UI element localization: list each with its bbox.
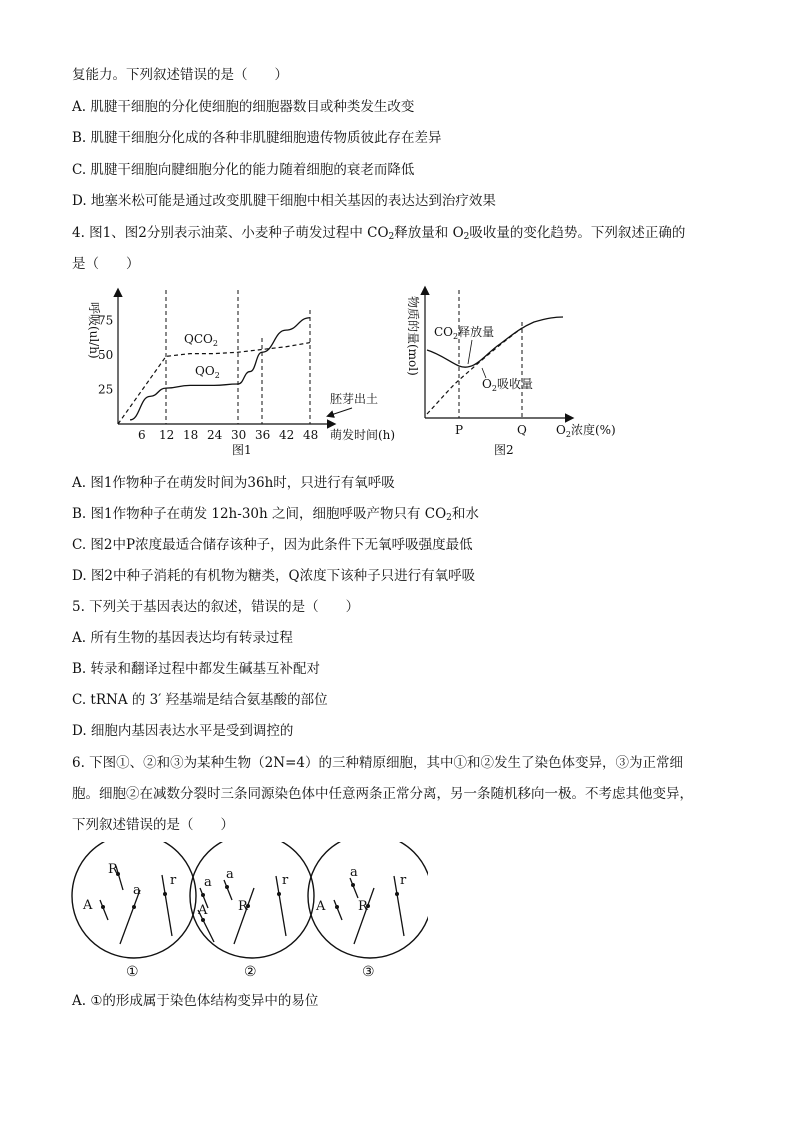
- fig1-x-tick-label: 48: [303, 428, 319, 442]
- q6-stem-line2: 胞。细胞②在减数分裂时三条同源染色体中任意两条正常分离，另一条随机移向一极。不考虑其他变异，: [72, 786, 693, 802]
- figure-1-svg: [72, 282, 412, 460]
- fig1-y-tick-label: 75: [98, 313, 114, 328]
- q4-stem-line1: 4. 图1、图2分别表示油菜、小麦种子萌发过程中 $CO_2$释放量和 $O_2$吸收量的变化趋势。下列叙述正确的: [72, 225, 686, 242]
- q5-option-b: B. 转录和翻译过程中都发生碱基互补配对: [72, 661, 321, 677]
- fig2-label-co2-pointer: [468, 340, 472, 364]
- series-qco2-line: [118, 343, 310, 424]
- q5-stem: 5. 下列关于基因表达的叙述，错误的是（ ）: [72, 599, 360, 615]
- fig1-x-tick-label: 36: [255, 428, 271, 442]
- fig1-y-tick-label: 50: [98, 348, 114, 362]
- cells-figure: [68, 842, 428, 990]
- q4-option-b: B. 图1作物种子在萌发 12h-30h 之间，细胞呼吸产物只有 $CO_2$和水: [72, 506, 479, 523]
- cell-2-label-r-upper: R: [238, 899, 248, 914]
- q6-option-a: A. ①的形成属于染色体结构变异中的易位: [72, 993, 319, 1009]
- q6-stem-line1: 6. 下图①、②和③为某种生物（2N=4）的三种精原细胞，其中①和②发生了染色体变异，③为正常细: [72, 755, 683, 771]
- q3-option-a: A. 肌腱干细胞的分化使细胞的细胞器数目或种类发生改变: [72, 99, 415, 115]
- fig1-annotation: 胚芽出土: [330, 392, 379, 406]
- cell-3-label-a-upper: A: [316, 899, 326, 914]
- cell-2-number: ②: [244, 964, 257, 980]
- series-qo2-line: [130, 318, 310, 420]
- cell-1: [72, 842, 196, 980]
- fig1-y-tick-label: 25: [98, 382, 114, 397]
- fig2-ylabel: 物质的量(mol): [406, 296, 420, 376]
- fig1-caption: 图1: [232, 443, 252, 457]
- fig1-y-ticks: [98, 314, 113, 397]
- q5-option-c: C. tRNA 的 3′ 羟基端是结合氨基酸的部位: [72, 692, 328, 708]
- fig1-x-tick-label: 30: [231, 428, 247, 442]
- cell-2-label-a1: a: [204, 875, 212, 890]
- fig1-x-tick-label: 6: [138, 428, 146, 442]
- fig1-ylabel: 呼吸(ul/h): [87, 302, 101, 359]
- q3-option-d: D. 地塞米松可能是通过改变肌腱干细胞中相关基因的表达达到治疗效果: [72, 193, 496, 209]
- fig2-x-tick-p: P: [455, 423, 464, 437]
- fig1-label-qo2: $QO_2$: [195, 364, 220, 380]
- cell-3-number: ③: [362, 964, 375, 980]
- fig1-annotation-arrow: [328, 408, 352, 416]
- figure-2: [400, 282, 630, 464]
- fig1-x-tick-label: 42: [279, 428, 295, 442]
- fig2-xlabel: $O_2$浓度(%): [556, 423, 616, 439]
- q4-option-d: D. 图2中种子消耗的有机物为糖类，Q浓度下该种子只进行有氧呼吸: [72, 568, 476, 584]
- cell-1-label-r-lower: r: [170, 873, 177, 888]
- cell-2-label-a-upper: A: [198, 903, 208, 918]
- series-o2-uptake-line: [427, 328, 522, 414]
- fig2-label-co2: $CO_2$释放量: [434, 325, 495, 341]
- q3-option-b: B. 肌腱干细胞分化成的各种非肌腱细胞遗传物质彼此存在差异: [72, 130, 442, 146]
- cell-1-label-a-lower: a: [133, 883, 141, 898]
- fig1-x-tick-label: 24: [207, 428, 223, 442]
- q5-option-d: D. 细胞内基因表达水平是受到调控的: [72, 723, 294, 739]
- cell-2-label-r-lower: r: [282, 873, 289, 888]
- fig1-x-tick-label: 18: [183, 428, 199, 442]
- cell-2-label-a2: a: [226, 867, 234, 882]
- fig1-x-ticks: [138, 428, 318, 442]
- q5-option-a: A. 所有生物的基因表达均有转录过程: [72, 630, 293, 646]
- fig2-label-o2: $O_2$吸收量: [482, 377, 533, 393]
- fig1-xlabel: 萌发时间(h): [330, 428, 396, 442]
- q4-option-c: C. 图2中P浓度最适合储存该种子，因为此条件下无氧呼吸强度最低: [72, 537, 473, 553]
- cells-figure-svg: [68, 842, 428, 986]
- q3-option-c: C. 肌腱干细胞向腱细胞分化的能力随着细胞的衰老而降低: [72, 162, 415, 178]
- q4-option-a: A. 图1作物种子在萌发时间为36h时，只进行有氧呼吸: [72, 475, 395, 491]
- cell-3-label-r-lower: r: [400, 873, 407, 888]
- cell-1-label-r-upper: R: [108, 862, 118, 877]
- fig2-caption: 图2: [494, 443, 514, 457]
- cell-2: [190, 842, 314, 980]
- figure-2-svg: [400, 282, 630, 460]
- cell-3-label-r-upper: R: [358, 899, 368, 914]
- q3-stem-end: 复能力。下列叙述错误的是（ ）: [72, 67, 288, 83]
- q4-stem-line2: 是（ ）: [72, 256, 140, 272]
- figure-1: [72, 282, 412, 464]
- q6-stem-line3: 下列叙述错误的是（ ）: [72, 817, 234, 833]
- fig2-x-tick-q: Q: [517, 423, 527, 437]
- cell-3: [308, 842, 428, 980]
- cell-3-label-a-lower: a: [350, 865, 358, 880]
- cell-1-label-a-upper: A: [83, 898, 93, 913]
- fig1-x-tick-label: 12: [159, 428, 175, 442]
- fig1-label-qco2: $QCO_2$: [184, 332, 218, 348]
- cell-1-number: ①: [126, 964, 139, 980]
